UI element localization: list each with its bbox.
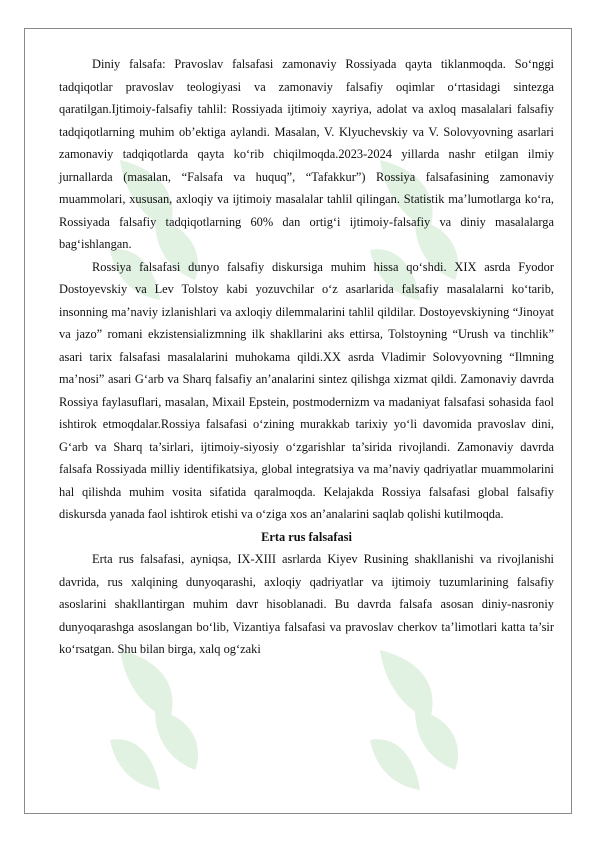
- paragraph: Diniy falsafa: Pravoslav falsafasi zamonaviy Rossiyada qayta tiklanmoqda. So‘nggi tadqiqotlar pravoslav teologiyasi va zamonaviy falsafiy oqimlar o‘rtasidagi sintezga qaratilgan.Ijtimoiy-falsafiy tahlil: Rossiyada ijtimoiy xayriya, adolat va axloq masalalari falsafiy tadqiqotlarning muhim ob’ektiga aylandi. Masalan, V. Klyuchevskiy va V. Solovyovning asarlari zamonaviy tadqiqotlarda qayta ko‘rib chiqilmoqda.2023-2024 yillarda nashr etilgan ilmiy jurnallarda (masalan, “Falsafa va huquq”, “Tafakkur”) Rossiya falsafasining zamonaviy muammolari, xususan, axloqiy va ijtimoiy masalalar tahlil qilingan. Statistik ma’lumotlarga ko‘ra, Rossiyada falsafiy tadqiqotlarning 60% dan ortig‘i ijtimoiy-falsafiy va diniy masalalarga bag‘ishlangan.: [59, 57, 554, 251]
- document-body: [59, 53, 554, 661]
- paragraph: Erta rus falsafasi, ayniqsa, IX-XIII asrlarda Kiyev Rusining shakllanishi va rivojlanishi davrida, rus xalqining dunyoqarashi, axloqiy qadriyatlar va ijtimoiy tuzumlarining falsafiy asoslarini shakllantirgan muhim davr hisoblanadi. Bu davrda falsafa asosan diniy-nasroniy dunyoqarashga asoslangan bo‘lib, Vizantiya falsafasi va pravoslav cherkov ta’limotlari katta ta’sir ko‘rsatgan. Shu bilan birga, xalq og‘zaki: [59, 552, 554, 656]
- paragraph: Rossiya falsafasi dunyo falsafiy diskursiga muhim hissa qo‘shdi. XIX asrda Fyodor Dostoyevskiy va Lev Tolstoy kabi yozuvchilar o‘z asarlarida falsafiy masalalarni ko‘tarib, insonning ma’naviy izlanishlari va axloqiy dilemmalarini tahlil qildilar. Dostoyevskiyning “Jinoyat va jazo” romani ekzistensializmning ilk shakllarini aks ettirsa, Tolstoyning “Urush va tinchlik” asari tarix falsafasi masalalarini muhokama qildi.XX asrda Vladimir Solovyovning “Ilmning ma’nosi” asari G‘arb va Sharq falsafiy an’analarini sintez qilishga xizmat qildi. Zamonaviy davrda Rossiya faylasuflari, masalan, Mixail Epstein, postmodernizm va madaniyat falsafasi sohasida faol ishtirok etmoqdalar.Rossiya falsafasi o‘zining murakkab tarixiy yo‘li davomida pravoslav dini, G‘arb va Sharq ta’sirlari, ijtimoiy-siyosiy o‘zgarishlar ta’sirida rivojlandi. Zamonaviy davrda falsafa Rossiyada milliy identifikatsiya, global integratsiya va ma’naviy qadriyatlar muammolarini hal qilishda muhim vosita sifatida qaralmoqda. Kelajakda Rossiya falsafasi global falsafiy diskursda yanada faol ishtirok etishi va o‘ziga xos an’analarini saqlab qolishi kutilmoqda.: [59, 259, 554, 521]
- leaf-logo-icon: [360, 640, 470, 800]
- leaf-logo-icon: [100, 640, 210, 800]
- section-heading: Erta rus falsafasi: [261, 529, 352, 544]
